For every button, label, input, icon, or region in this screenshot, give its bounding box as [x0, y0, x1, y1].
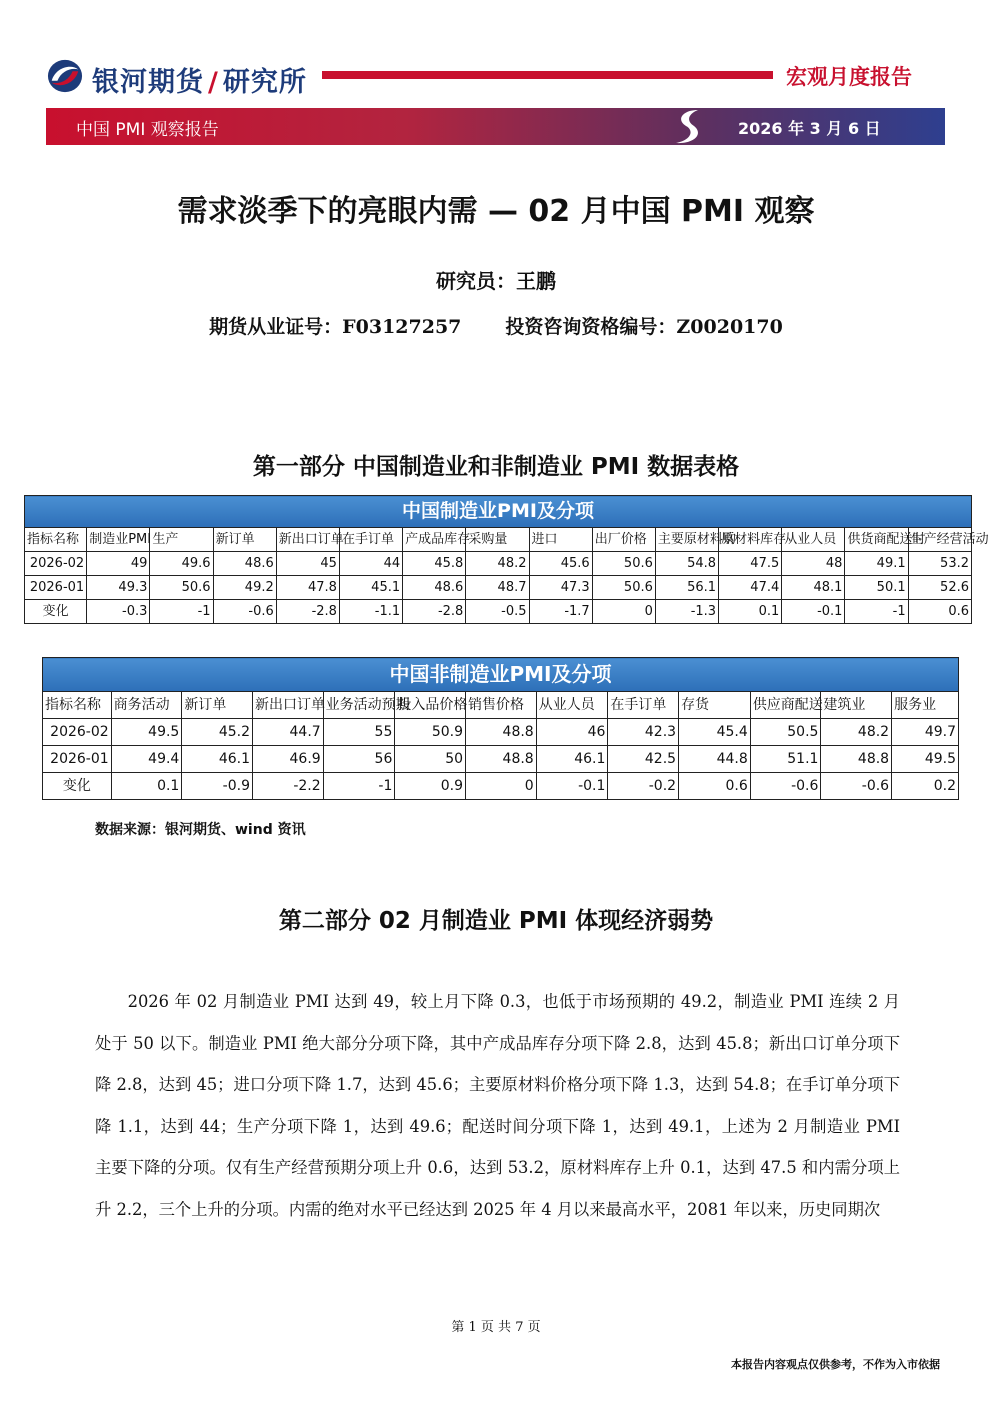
table-cell: -0.9 — [182, 773, 253, 800]
column-header-row — [43, 692, 959, 719]
body-paragraph: 2026 年 02 月制造业 PMI 达到 49，较上月下降 0.3，也低于市场预期的 49.2，制造业 PMI 连续 2 月处于 50 以下。制造业 PMI 绝大部分分项下降，其中产成品库存分项下降 2.8，达到 45.8；新出口订单分项下降 2.8，达到 45；进口分项下降 1.7，达到 45.6；主要原材料价格分项下降 1.3，达到 54.8；在手订单分项下降 1.1，达到 44；生产分项下降 1，达到 49.6；配送时间分项下降 1，达到 49.1，上述为 2 月制造业 PMI 主要下降的分项。仅有生产经营预期分项上升 0.6，达到 53.2，原材料库存上升 0.1，达到 47.5 和内需分项上升 2.2，三个上升的分项。内需的绝对水平已经达到 2025 年 4 月以来最高水平，2081 年以来，历史同期次 — [95, 992, 900, 1219]
column-header: 出厂价格 — [592, 528, 655, 552]
document-title: 需求淡季下的亮眼内需 — 02 月中国 PMI 观察 — [177, 194, 815, 229]
table-cell: 42.5 — [608, 746, 679, 773]
table-row — [25, 600, 972, 624]
column-header: 存货 — [679, 692, 751, 719]
table-cell: 50.5 — [750, 719, 821, 746]
table-row — [25, 576, 972, 600]
table-cell: 44.8 — [679, 746, 751, 773]
table-cell: 55 — [323, 719, 395, 746]
brand-company: 银河期货 — [92, 67, 204, 98]
table-cell: 54.8 — [655, 552, 718, 576]
table-cell: 0.6 — [679, 773, 751, 800]
column-header: 商务活动 — [111, 692, 182, 719]
table-cell: 49.2 — [213, 576, 276, 600]
column-header: 供应商配送 — [750, 692, 821, 719]
advisory-license: 投资咨询资格编号：Z0020170 — [505, 316, 783, 338]
table-cell: 49.5 — [892, 746, 959, 773]
table-cell: -1 — [845, 600, 908, 624]
table-cell: 48.8 — [821, 746, 892, 773]
table-cell: -2.8 — [276, 600, 339, 624]
column-header: 从业人员 — [782, 528, 845, 552]
table-row — [43, 746, 959, 773]
section-2-heading: 第二部分 02 月制造业 PMI 体现经济弱势 — [278, 908, 714, 934]
table-cell: 49.7 — [892, 719, 959, 746]
table-cell: -2.8 — [403, 600, 466, 624]
table-cell: -0.6 — [821, 773, 892, 800]
table-row — [25, 552, 972, 576]
table-cell: 46.1 — [536, 746, 608, 773]
table-cell: -0.1 — [782, 600, 845, 624]
report-date: 2026 年 3 月 6 日 — [738, 119, 881, 138]
column-header: 在手订单 — [339, 528, 402, 552]
table-cell: 49.5 — [111, 719, 182, 746]
table-cell: 42.3 — [608, 719, 679, 746]
brand-divider: / — [208, 67, 219, 98]
brand-name — [92, 60, 307, 99]
table-cell: 0.1 — [111, 773, 182, 800]
header-red-rule — [322, 71, 773, 79]
table-row — [43, 773, 959, 800]
column-header: 指标名称 — [43, 692, 112, 719]
row-label: 变化 — [25, 600, 87, 624]
column-header: 新订单 — [182, 692, 253, 719]
table-cell: 48.1 — [782, 576, 845, 600]
table-cell: 0.1 — [719, 600, 782, 624]
table-cell: 49.1 — [845, 552, 908, 576]
non-manufacturing-pmi-table — [42, 657, 959, 800]
table-cell: -1.1 — [339, 600, 402, 624]
table-cell: 50 — [395, 746, 466, 773]
table-cell: 47.3 — [529, 576, 592, 600]
table-cell: 46 — [536, 719, 608, 746]
table-cell: 48 — [782, 552, 845, 576]
column-header: 建筑业 — [821, 692, 892, 719]
table-cell: 44.7 — [253, 719, 324, 746]
table-cell: 47.8 — [276, 576, 339, 600]
disclaimer: 本报告内容观点仅供参考，不作为入市依据 — [731, 1358, 940, 1371]
table-cell: 49.6 — [150, 552, 213, 576]
table-cell: 53.2 — [908, 552, 971, 576]
table-cell: 51.1 — [750, 746, 821, 773]
table-cell: 0 — [592, 600, 655, 624]
table-cell: 44 — [339, 552, 402, 576]
column-header: 在手订单 — [608, 692, 679, 719]
table-cell: 49 — [87, 552, 150, 576]
table-cell: 45.2 — [182, 719, 253, 746]
table-cell: 50.1 — [845, 576, 908, 600]
table-cell: 56 — [323, 746, 395, 773]
table-cell: 0.6 — [908, 600, 971, 624]
table-cell: -0.5 — [466, 600, 529, 624]
table-cell: 45.1 — [339, 576, 402, 600]
table-cell: 47.4 — [719, 576, 782, 600]
table-cell: 0.2 — [892, 773, 959, 800]
table-cell: 50.6 — [150, 576, 213, 600]
table-cell: 49.3 — [87, 576, 150, 600]
column-header: 新出口订单 — [253, 692, 324, 719]
row-label: 2026-01 — [25, 576, 87, 600]
table-cell: 48.6 — [403, 576, 466, 600]
column-header: 新订单 — [213, 528, 276, 552]
swoosh-mark-icon — [668, 108, 708, 145]
column-header: 投入品价格 — [395, 692, 466, 719]
table-cell: -0.6 — [750, 773, 821, 800]
license-line — [0, 312, 992, 339]
futures-license: 期货从业证号：F03127257 — [209, 316, 462, 338]
column-header: 指标名称 — [25, 528, 87, 552]
report-type: 宏观月度报告 — [786, 65, 912, 89]
page-number: 第 1 页 共 7 页 — [451, 1320, 541, 1335]
row-label: 2026-02 — [43, 719, 112, 746]
table-title: 中国制造业PMI及分项 — [25, 496, 972, 528]
column-header: 采购量 — [466, 528, 529, 552]
table-cell: -1 — [150, 600, 213, 624]
section-1-heading: 第一部分 中国制造业和非制造业 PMI 数据表格 — [252, 454, 740, 480]
table-cell: 52.6 — [908, 576, 971, 600]
brand-unit: 研究所 — [222, 67, 307, 98]
table-cell: 50.9 — [395, 719, 466, 746]
table-cell: -0.3 — [87, 600, 150, 624]
table-cell: 47.5 — [719, 552, 782, 576]
column-header: 新出口订单 — [276, 528, 339, 552]
column-header: 原材料库存 — [719, 528, 782, 552]
row-label: 变化 — [43, 773, 112, 800]
table-cell: -2.2 — [253, 773, 324, 800]
table-cell: 45.4 — [679, 719, 751, 746]
table-cell: -0.6 — [213, 600, 276, 624]
table-cell: -0.2 — [608, 773, 679, 800]
table-cell: -0.1 — [536, 773, 608, 800]
column-header: 业务活动预期 — [323, 692, 395, 719]
table-row — [43, 719, 959, 746]
table-cell: -1.3 — [655, 600, 718, 624]
table-title-row — [25, 496, 972, 528]
column-header: 销售价格 — [466, 692, 537, 719]
table-cell: 48.2 — [466, 552, 529, 576]
table-cell: 45.8 — [403, 552, 466, 576]
table-cell: 0.9 — [395, 773, 466, 800]
table-cell: 48.7 — [466, 576, 529, 600]
column-header: 生产 — [150, 528, 213, 552]
table-cell: -1.7 — [529, 600, 592, 624]
column-header: 生产经营活动 — [908, 528, 971, 552]
table-cell: 48.8 — [466, 719, 537, 746]
table-cell: 48.6 — [213, 552, 276, 576]
manufacturing-pmi-table — [24, 495, 989, 624]
table-cell: 49.4 — [111, 746, 182, 773]
row-label: 2026-02 — [25, 552, 87, 576]
header-banner — [46, 108, 945, 145]
table-cell: 56.1 — [655, 576, 718, 600]
table-cell: 48.2 — [821, 719, 892, 746]
column-header: 产成品库存 — [403, 528, 466, 552]
column-header: 供货商配送时 — [845, 528, 908, 552]
table-cell: 45.6 — [529, 552, 592, 576]
column-header: 制造业PMI — [87, 528, 150, 552]
table-cell: 50.6 — [592, 576, 655, 600]
table-cell: 48.8 — [466, 746, 537, 773]
table-cell: -1 — [323, 773, 395, 800]
researcher: 研究员：王鹏 — [436, 269, 556, 293]
table-title-row — [43, 658, 959, 692]
table-title: 中国非制造业PMI及分项 — [43, 658, 959, 692]
table-cell: 45 — [276, 552, 339, 576]
data-source-note: 数据来源：银河期货、wind 资讯 — [95, 822, 306, 838]
table-cell: 50.6 — [592, 552, 655, 576]
column-header: 主要原材料购 — [655, 528, 718, 552]
row-label: 2026-01 — [43, 746, 112, 773]
galaxy-logo-icon — [46, 58, 84, 94]
table-cell: 0 — [466, 773, 537, 800]
banner-title: 中国 PMI 观察报告 — [76, 120, 219, 140]
column-header: 从业人员 — [536, 692, 608, 719]
table-cell: 46.1 — [182, 746, 253, 773]
column-header: 进口 — [529, 528, 592, 552]
column-header-row — [25, 528, 972, 552]
column-header: 服务业 — [892, 692, 959, 719]
table-cell: 46.9 — [253, 746, 324, 773]
